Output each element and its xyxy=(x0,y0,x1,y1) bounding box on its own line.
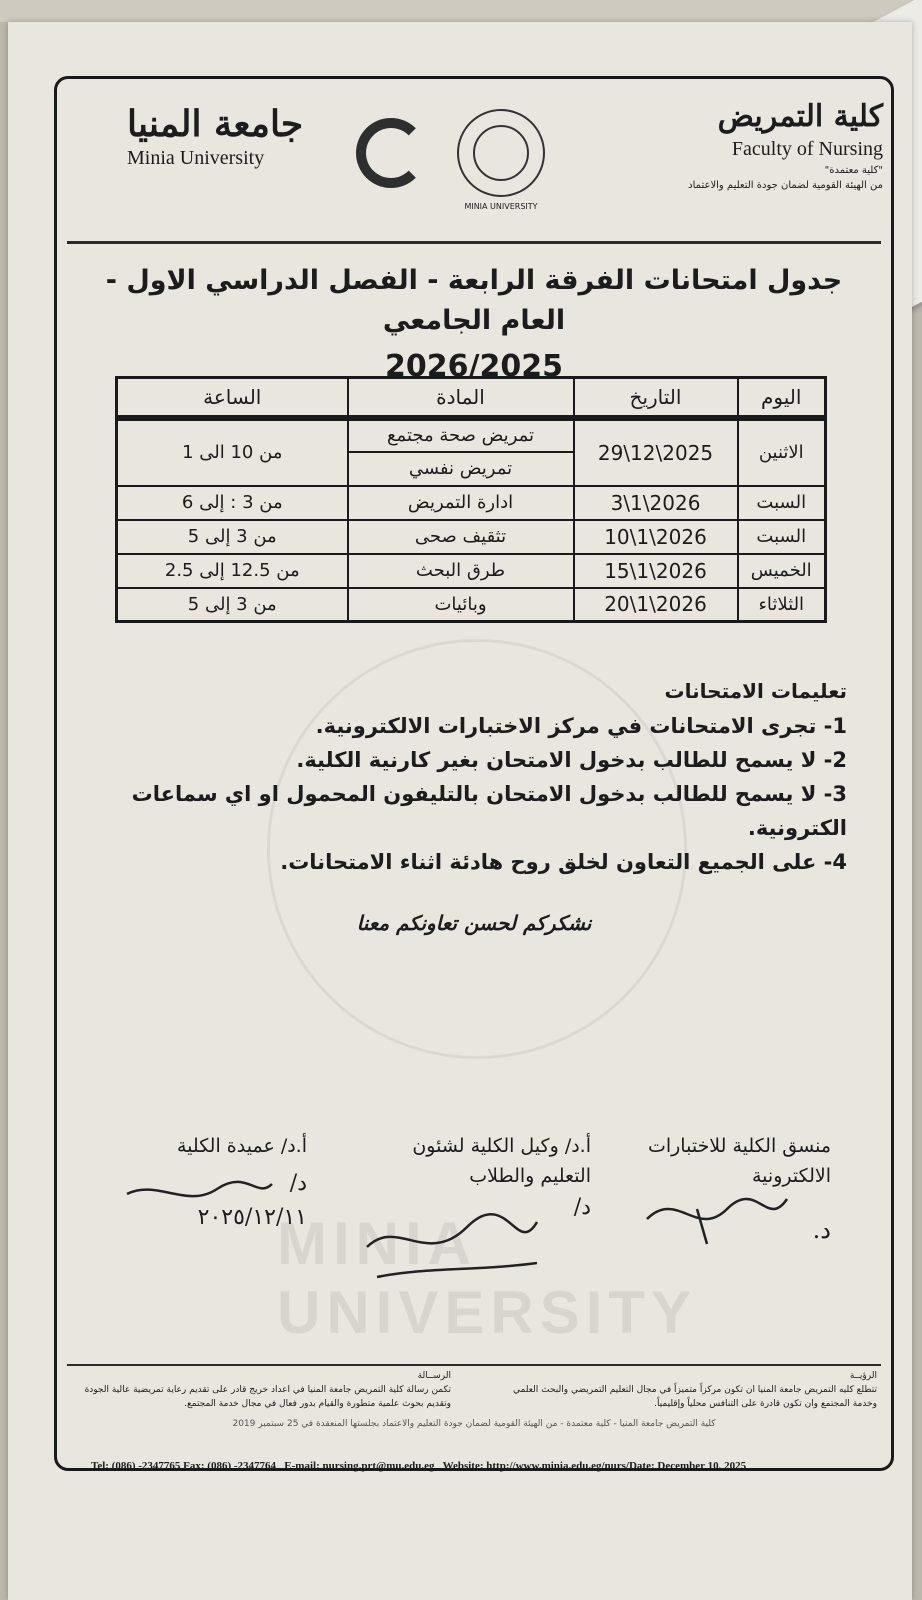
title-line-1: جدول امتحانات الفرقة الرابعة - الفصل الدراسي الاول - العام الجامعي xyxy=(105,265,843,336)
cell-date: 2025\12\29 xyxy=(574,418,738,486)
vision-text: تتطلع كليه التمريض جامعة المنيا ان تكون مركزاً متميزاً في مجال التعليم التمريضي والبحث العلمي وخدمة المجتمع وان تكون قادرة على التنافس محلياً وإقليمياً. xyxy=(513,1385,877,1409)
table-row xyxy=(117,520,826,554)
background-paper-strip xyxy=(0,0,922,22)
cell-subject: تمريض نفسي xyxy=(348,452,574,486)
exam-instructions xyxy=(97,679,847,879)
document-page xyxy=(8,22,912,1600)
footer-mission xyxy=(71,1369,451,1411)
title-year: 2026/2025 xyxy=(385,349,563,384)
instruction-item: 3- لا يسمح للطالب بدخول الامتحان بالتليفون المحمول او اي سماعات الكترونية. xyxy=(131,782,847,840)
cell-subject: تثقيف صحى xyxy=(348,520,574,554)
vice-dean-signature-scribble xyxy=(357,1197,547,1287)
signature-coordinator-prefix: د. xyxy=(812,1216,831,1244)
cell-day: الخميس xyxy=(738,554,826,588)
cell-subject: تمريض صحة مجتمع xyxy=(348,418,574,452)
table-row xyxy=(117,554,826,588)
cell-day: الاثنين xyxy=(738,418,826,486)
university-logo-caption: MINIA UNIVERSITY xyxy=(464,202,538,211)
cell-time: من 3 إلى 5 xyxy=(117,520,348,554)
cell-time: من 3 : إلى 6 xyxy=(117,486,348,520)
cell-day: الثلاثاء xyxy=(738,588,826,622)
faculty-name-ar: كلية التمريض xyxy=(717,99,883,134)
university-header xyxy=(127,103,303,170)
header-time: الساعة xyxy=(117,378,348,418)
instructions-heading: تعليمات الامتحانات xyxy=(664,679,847,703)
footer-divider xyxy=(67,1364,881,1366)
university-logo-emblem xyxy=(473,125,529,181)
signature-vice-dean-title: أ.د/ وكيل الكلية لشئون التعليم والطلاب xyxy=(412,1135,591,1187)
footer-tel-fax: Tel: (086) -2347765 Fax: (086) -2347764 xyxy=(91,1460,277,1472)
footer-email-label: E-mail: xyxy=(284,1460,320,1472)
cell-time: من 12.5 إلى 2.5 xyxy=(117,554,348,588)
nursing-logo-crescent xyxy=(356,118,426,188)
cell-date: 2026\1\3 xyxy=(574,486,738,520)
instruction-item: 4- على الجميع التعاون لخلق روح هادئة اثناء الامتحانات. xyxy=(280,850,847,874)
authority-note: من الهيئة القومية لضمان جودة التعليم والاعتماد xyxy=(688,180,883,191)
cell-subject: وبائيات xyxy=(348,588,574,622)
university-name-en: Minia University xyxy=(127,147,265,169)
header-subject: المادة xyxy=(348,378,574,418)
university-name-ar: جامعة المنيا xyxy=(127,103,304,145)
watermark-text: MINIA UNIVERSITY xyxy=(277,1210,698,1346)
instructions-list xyxy=(97,709,847,879)
table-row xyxy=(117,588,826,622)
table-row xyxy=(117,486,826,520)
exam-schedule-table xyxy=(115,376,827,623)
cell-subject: طرق البحث xyxy=(348,554,574,588)
cell-time: من 3 إلى 5 xyxy=(117,588,348,622)
faculty-name-en: Faculty of Nursing xyxy=(731,138,883,160)
mission-text: تكمن رسالة كلية التمريض جامعة المنيا في اعداد خريج قادر على تقديم رعاية تمريضية عالية الجودة وتقديم بحوث علمية متطورة والقيام بدور فعال في مجال خدمة المجتمع. xyxy=(84,1385,451,1409)
table-row xyxy=(117,418,826,452)
cell-day: السبت xyxy=(738,520,826,554)
signature-coordinator-title: منسق الكلية للاختبارات الالكترونية xyxy=(647,1135,831,1187)
vision-title: الرؤيــة xyxy=(849,1371,877,1381)
instruction-item: 1- تجرى الامتحانات في مركز الاختبارات الالكترونية. xyxy=(315,714,847,738)
table-header-row xyxy=(117,378,826,418)
accredited-note: "كلية معتمدة" xyxy=(824,165,883,176)
page-title xyxy=(77,261,871,387)
cell-subject: ادارة التمريض xyxy=(348,486,574,520)
faculty-header xyxy=(623,99,883,191)
footer-accreditation: كلية التمريض جامعة المنيا - كلية معتمدة - من الهيئة القومية لضمان جودة التعليم والاعتماد بجلستها المنعقدة في 25 سبتمبر 2019 xyxy=(232,1419,716,1429)
header-day: اليوم xyxy=(738,378,826,418)
instruction-item: 2- لا يسمح للطالب بدخول الامتحان بغير كارنية الكلية. xyxy=(296,748,847,772)
dean-signature-scribble xyxy=(117,1174,277,1214)
signature-dean-prefix: د/ xyxy=(289,1171,307,1196)
cell-day: السبت xyxy=(738,486,826,520)
mission-title: الرســالة xyxy=(417,1371,451,1381)
cell-date: 2026\1\15 xyxy=(574,554,738,588)
signature-dean-date: ٢٠٢٥/١٢/١١ xyxy=(197,1205,307,1230)
university-logo xyxy=(457,109,545,211)
footer-email-link[interactable]: nursing.prt@mu.edu.eg xyxy=(322,1460,435,1472)
footer-contact xyxy=(91,1459,877,1473)
footer-website-label: Website: xyxy=(442,1460,484,1472)
footer-website-link[interactable]: http://www.minia.edu.eg/nurs/ xyxy=(486,1460,629,1472)
header-divider xyxy=(67,241,881,244)
header-date: التاريخ xyxy=(574,378,738,418)
footer-date: Date: December 10, 2025 xyxy=(628,1460,747,1472)
coordinator-signature-scribble xyxy=(637,1179,797,1249)
document-frame xyxy=(54,76,894,1471)
footer-vision xyxy=(497,1369,877,1411)
cell-date: 2026\1\10 xyxy=(574,520,738,554)
nursing-logo xyxy=(347,109,435,197)
thanks-note: نشكركم لحسن تعاونكم معنا xyxy=(356,911,592,935)
signature-vice-dean-prefix: د/ xyxy=(573,1195,591,1220)
cell-time: من 10 الى 1 xyxy=(117,418,348,486)
cell-date: 2026\1\20 xyxy=(574,588,738,622)
signature-dean-title: أ.د/ عميدة الكلية xyxy=(176,1135,307,1157)
